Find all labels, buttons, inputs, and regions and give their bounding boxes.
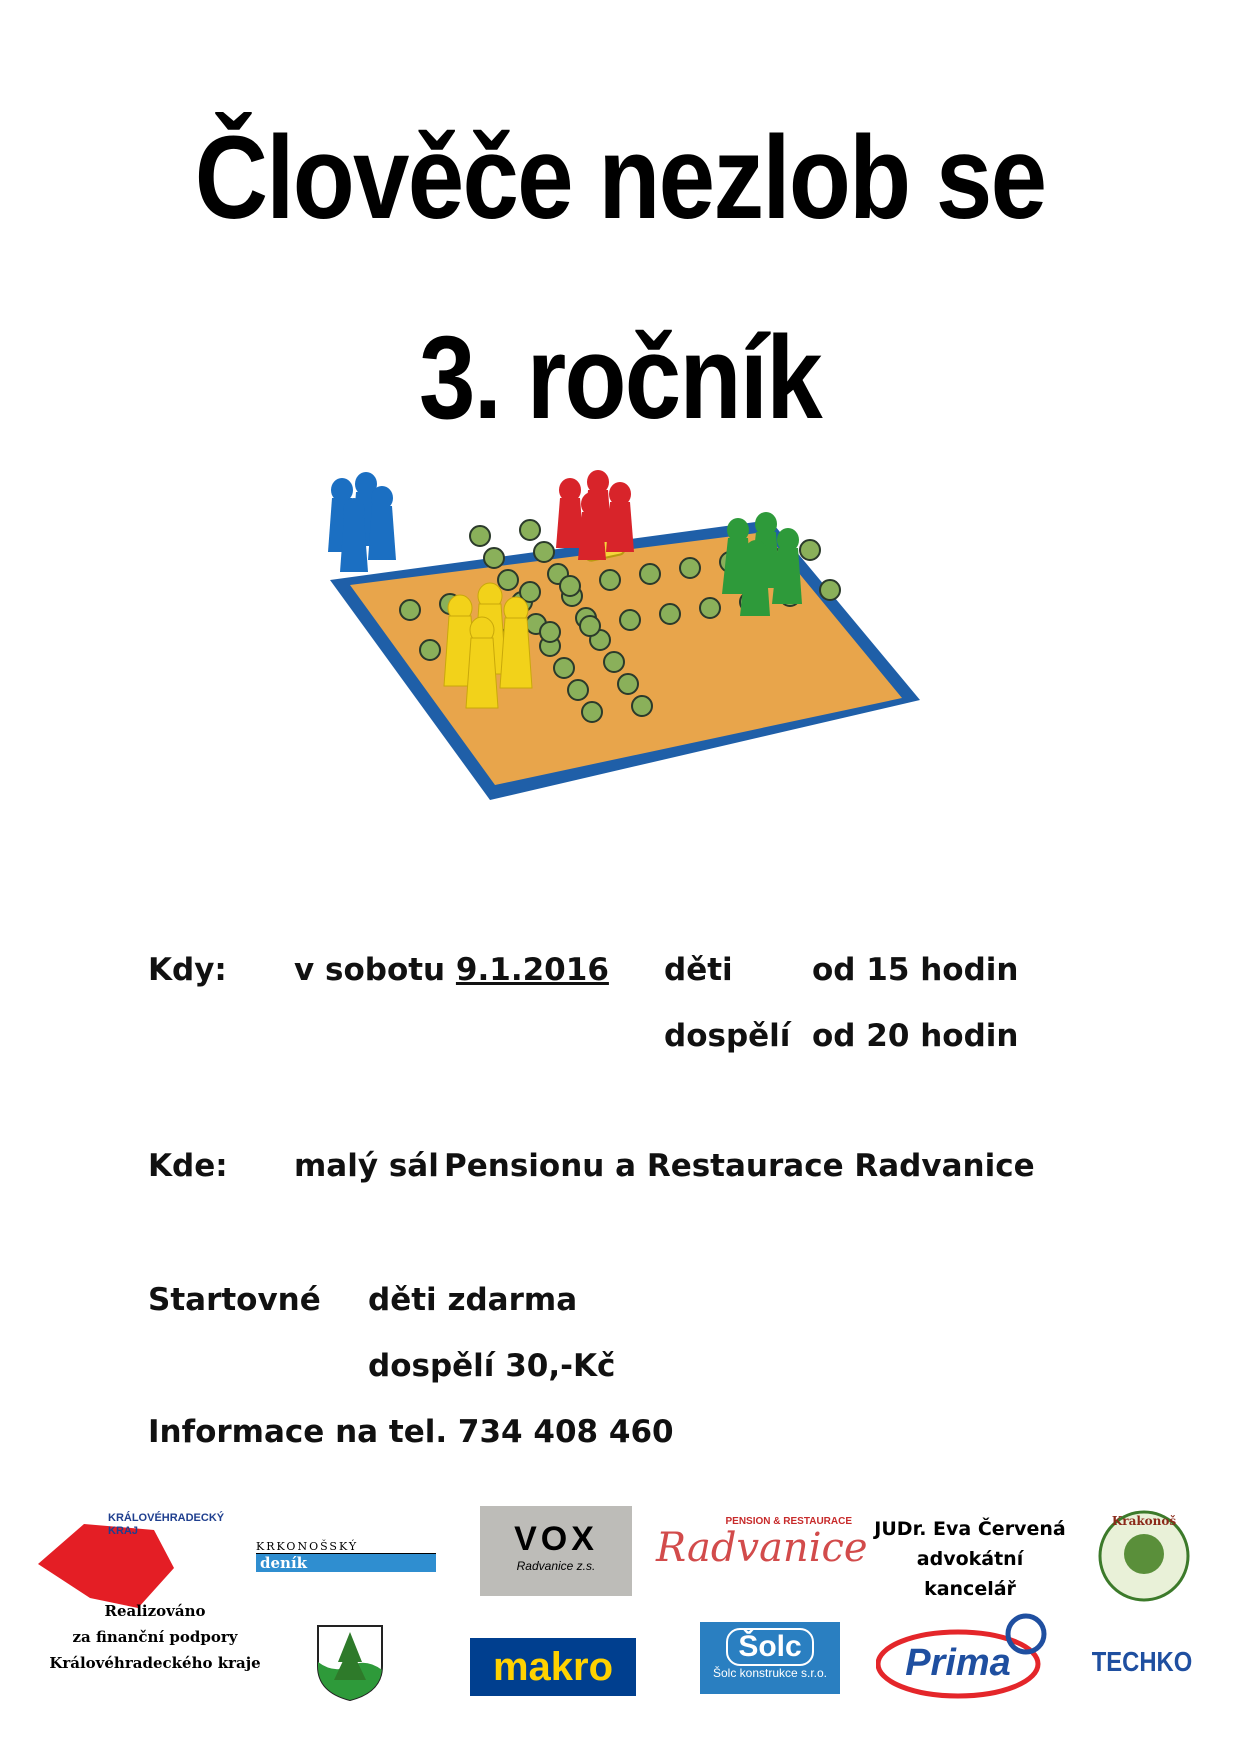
techko-logo xyxy=(1078,1642,1206,1682)
realizovano-line-1: Realizováno xyxy=(104,1602,206,1620)
board-track-space xyxy=(580,616,600,636)
vox-label: VOX xyxy=(514,1520,598,1558)
board-track-space xyxy=(498,570,518,590)
poster-subtitle: 3. ročník xyxy=(419,312,821,444)
where-place: Pensionu a Restaurace Radvanice xyxy=(444,1148,1035,1184)
solc-sub: Šolc konstrukce s.r.o. xyxy=(712,1666,828,1680)
board-track-space xyxy=(600,570,620,590)
board-track-space xyxy=(800,540,820,560)
realizovano-text xyxy=(30,1598,280,1676)
denik-label: deník xyxy=(256,1554,436,1572)
kraj-name-1: KRÁLOVÉHRADECKÝ xyxy=(108,1512,225,1524)
pension-small: PENSION & RESTAURACE xyxy=(725,1516,852,1527)
when-label: Kdy: xyxy=(148,952,227,988)
contact-info: Informace na tel. 734 408 460 xyxy=(148,1414,674,1450)
makro-label: makro xyxy=(492,1645,614,1689)
solc-logo xyxy=(700,1622,840,1694)
board-track-space xyxy=(700,598,720,618)
board-track-space xyxy=(554,658,574,678)
municipal-coat-of-arms-icon xyxy=(314,1622,386,1702)
board-track-space xyxy=(680,558,700,578)
kraj-logo xyxy=(34,1508,234,1608)
realizovano-line-3: Královéhradeckého kraje xyxy=(49,1654,261,1672)
when-day: v sobotu xyxy=(294,952,446,988)
fee-adults: dospělí 30,-Kč xyxy=(368,1348,616,1384)
board-track-space xyxy=(620,610,640,630)
board-track-space xyxy=(568,680,588,700)
where-room: malý sál xyxy=(294,1148,439,1184)
board-game-image xyxy=(320,460,930,840)
board-track-space xyxy=(604,652,624,672)
board-track-space xyxy=(540,622,560,642)
board-track-space xyxy=(618,674,638,694)
kids-time: od 15 hodin xyxy=(812,952,1019,988)
fee-label: Startovné xyxy=(148,1282,321,1318)
kids-label: děti xyxy=(664,952,733,988)
board-track-space xyxy=(582,702,602,722)
board-track-space xyxy=(400,600,420,620)
realizovano-line-2: za finanční podpory xyxy=(72,1628,238,1646)
radvanice-logo xyxy=(656,1516,868,1576)
poster-title: Člověče nezlob se xyxy=(194,112,1046,244)
kraj-name-2: KRAJ xyxy=(108,1525,138,1537)
adults-time: od 20 hodin xyxy=(812,1018,1019,1054)
solc-label: Šolc xyxy=(726,1628,813,1666)
prima-label: Prima xyxy=(905,1642,1011,1684)
krkonossky-denik-logo xyxy=(256,1540,436,1574)
judr-name: JUDr. Eva Červená xyxy=(874,1518,1066,1540)
adults-label: dospělí xyxy=(664,1018,791,1054)
board-track-space xyxy=(420,640,440,660)
when-date-line xyxy=(294,952,609,988)
board-track-space xyxy=(660,604,680,624)
krkonossky-label: KRKONOŠSKÝ xyxy=(256,1540,436,1554)
krakonos-logo xyxy=(1094,1506,1194,1606)
judr-logo xyxy=(870,1514,1070,1604)
radvanice-label: Radvanice xyxy=(656,1525,868,1571)
board-track-space xyxy=(520,520,540,540)
board-track-space xyxy=(484,548,504,568)
board-track-space xyxy=(470,526,490,546)
fee-kids: děti zdarma xyxy=(368,1282,578,1318)
when-date: 9.1.2016 xyxy=(455,952,609,988)
vox-logo xyxy=(480,1506,632,1596)
board-track-space xyxy=(534,542,554,562)
vox-sub: Radvanice z.s. xyxy=(516,1559,596,1573)
judr-sub: advokátní kancelář xyxy=(916,1548,1024,1600)
krakonos-label: Krakonoš xyxy=(1111,1514,1177,1528)
board-track-space xyxy=(820,580,840,600)
prima-logo xyxy=(876,1612,1052,1702)
board-track-space xyxy=(640,564,660,584)
board-track-space xyxy=(632,696,652,716)
makro-logo xyxy=(470,1638,636,1696)
techko-label: TECHKO xyxy=(1091,1646,1193,1677)
board-track-space xyxy=(560,576,580,596)
where-label: Kde: xyxy=(148,1148,228,1184)
